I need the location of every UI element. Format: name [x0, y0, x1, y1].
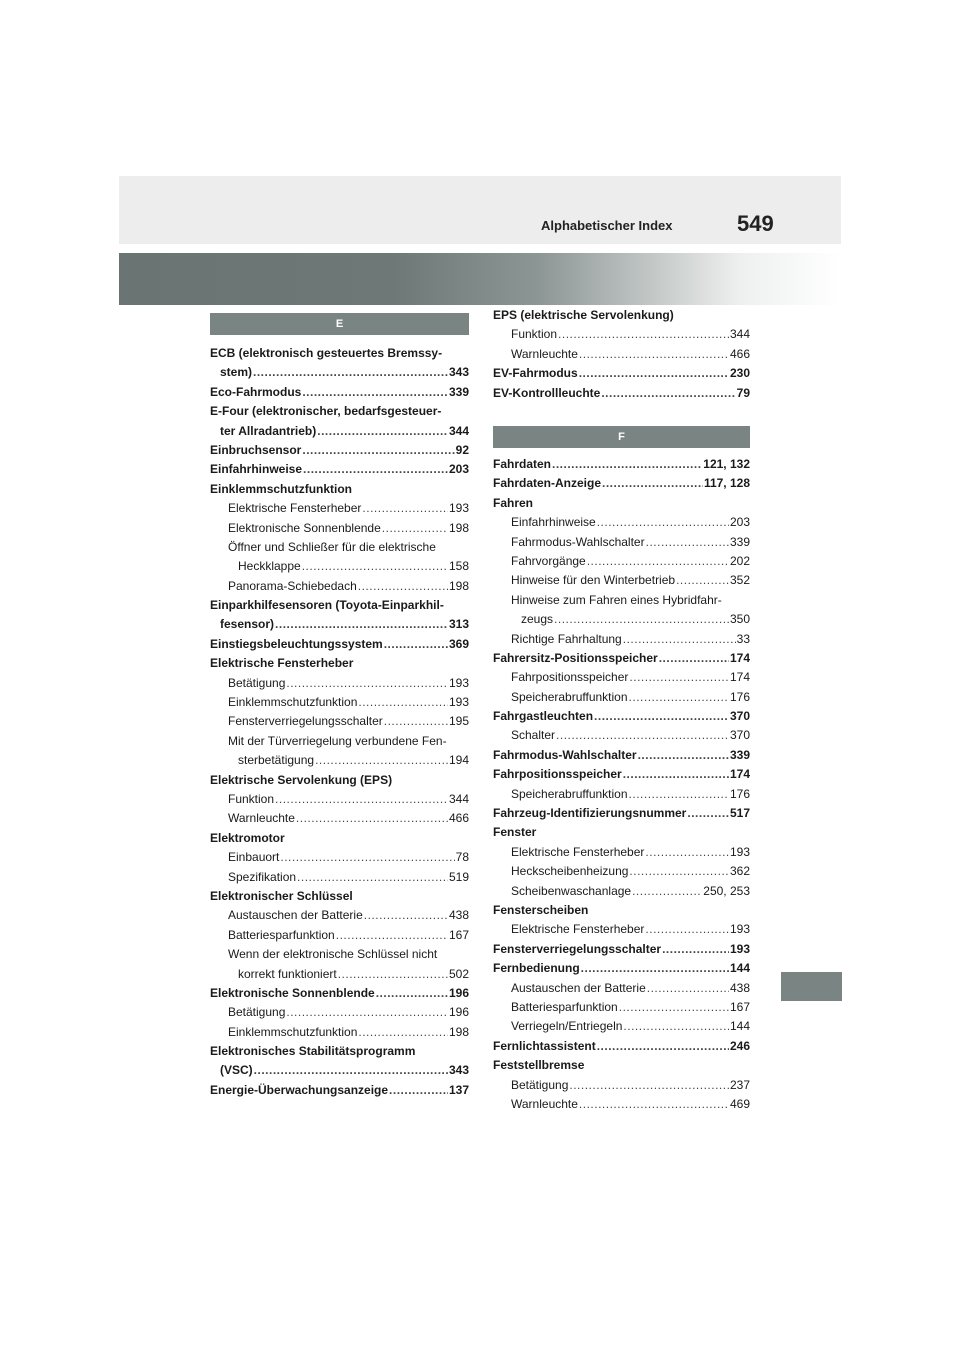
- index-entry-term: Fahrmodus-Wahlschalter: [511, 534, 645, 549]
- index-entry-page: 158: [448, 559, 469, 574]
- index-entry: [210, 635, 469, 654]
- index-entry-page: 195: [448, 714, 469, 729]
- index-entry: [210, 480, 469, 499]
- index-entry-page: 246: [729, 1038, 750, 1053]
- index-entry: [493, 823, 750, 842]
- index-entry: [493, 785, 750, 804]
- index-entry-page: 343: [448, 1063, 469, 1078]
- index-entry: [210, 693, 469, 712]
- section-header-e: [210, 313, 469, 335]
- index-entry-page: 176: [729, 689, 750, 704]
- index-entry: [493, 726, 750, 745]
- index-entry: [210, 519, 469, 538]
- index-entry: [210, 1042, 469, 1061]
- index-entry-term: Elektrische Fensterheber: [228, 501, 362, 516]
- index-entry: [493, 364, 750, 383]
- dot-leader: [659, 649, 729, 668]
- dot-leader: [646, 533, 729, 552]
- dot-leader: [629, 862, 729, 881]
- dot-leader: [579, 345, 729, 364]
- index-entry: [493, 998, 750, 1017]
- index-entry-term: Einbruchsensor: [210, 442, 302, 457]
- index-entry-page: 344: [448, 423, 469, 438]
- index-entry-term: stem): [220, 365, 253, 380]
- index-entry-term: Batteriesparfunktion: [228, 927, 335, 942]
- index-entry-page: 344: [448, 791, 469, 806]
- index-entry: [210, 965, 469, 984]
- index-entry: [210, 441, 469, 460]
- index-entry-term: Elektrische Servolenkung (EPS): [210, 772, 393, 787]
- index-entry: [210, 790, 469, 809]
- index-entry-term: Fahrdaten-Anzeige: [493, 476, 602, 491]
- index-entry-term: sterbetätigung: [238, 753, 315, 768]
- index-entry-page: 144: [729, 961, 750, 976]
- index-entry-term: EV-Kontrollleuchte: [493, 385, 601, 400]
- index-entry-page: 202: [729, 553, 750, 568]
- index-entry-page: 193: [729, 844, 750, 859]
- chapter-gradient-band: [119, 253, 841, 305]
- index-entry: [493, 882, 750, 901]
- index-entry: [493, 630, 750, 649]
- dot-leader: [315, 751, 448, 770]
- index-entry-term: Fahrvorgänge: [511, 553, 586, 568]
- index-entry: [493, 1017, 750, 1036]
- index-entry-page: 174: [729, 767, 750, 782]
- index-entry: [210, 344, 469, 363]
- index-entry-page: 193: [729, 941, 750, 956]
- dot-leader: [358, 693, 448, 712]
- index-entry: [493, 668, 750, 687]
- dot-leader: [302, 441, 454, 460]
- section-letter: E: [335, 318, 344, 330]
- dot-leader: [676, 571, 729, 590]
- dot-leader: [254, 1061, 448, 1080]
- index-entry: [493, 862, 750, 881]
- index-entry-page: 370: [729, 728, 750, 743]
- index-entry: [210, 868, 469, 887]
- dot-leader: [317, 422, 448, 441]
- dot-leader: [623, 765, 729, 784]
- dot-leader: [554, 610, 729, 629]
- index-entry-term: Fahrdaten: [493, 457, 552, 471]
- index-entry-term: Fahrmodus-Wahlschalter: [493, 747, 637, 762]
- index-entry-term: EV-Fahrmodus: [493, 366, 578, 381]
- dot-leader: [275, 615, 448, 634]
- index-entry-page: 237: [729, 1077, 750, 1092]
- dot-leader: [645, 920, 729, 939]
- index-entry-page: 137: [448, 1082, 469, 1097]
- index-entry-term: ter Allradantrieb): [220, 423, 317, 438]
- index-entry-term: Einstiegsbeleuchtungssystem: [210, 636, 383, 651]
- dot-leader: [662, 940, 729, 959]
- index-entry-page: 193: [448, 675, 469, 690]
- dot-leader: [336, 926, 448, 945]
- index-entry-term: Panorama-Schiebedach: [228, 578, 357, 593]
- index-entry-page: 117, 128: [703, 476, 750, 491]
- index-entry-page: 466: [729, 346, 750, 361]
- index-entry-page: 193: [729, 922, 750, 937]
- index-entry-page: 167: [448, 927, 469, 942]
- index-entry-page: 167: [729, 999, 750, 1014]
- index-entry: [210, 984, 469, 1003]
- index-entry-term: Elektronische Sonnenblende: [210, 985, 375, 1000]
- index-entry-page: 198: [448, 578, 469, 593]
- index-entry-term: EPS (elektrische Servolenkung): [493, 308, 674, 322]
- index-entry-page: 469: [729, 1096, 750, 1111]
- dot-leader: [376, 984, 448, 1003]
- dot-leader: [358, 577, 448, 596]
- index-entry-term: Eco-Fahrmodus: [210, 384, 302, 399]
- index-entry-term: Feststellbremse: [493, 1058, 585, 1073]
- index-entry-term: Betätigung: [228, 675, 286, 690]
- index-entry: [210, 499, 469, 518]
- index-entry-term: Warnleuchte: [511, 1096, 578, 1111]
- index-entry-term: Fensterverriegelungsschalter: [493, 941, 662, 956]
- dot-leader: [338, 965, 448, 984]
- dot-leader: [601, 384, 735, 403]
- index-entry-page: 466: [448, 811, 469, 826]
- section-letter: F: [618, 431, 625, 443]
- index-entry: [493, 325, 750, 344]
- index-entry-term: Spezifikation: [228, 869, 297, 884]
- index-entry: [210, 654, 469, 673]
- index-entry-term: Einfahrhinweise: [511, 515, 596, 530]
- index-entry-page: 517: [729, 806, 750, 821]
- index-entry: [210, 402, 469, 421]
- index-entry: [210, 577, 469, 596]
- index-entry-term: Betätigung: [511, 1077, 569, 1092]
- index-entry-term: Fahrgastleuchten: [493, 709, 594, 724]
- index-entry: [493, 1056, 750, 1075]
- index-entry-term: Elektronische Sonnenblende: [228, 520, 381, 535]
- index-entry: [493, 804, 750, 823]
- index-entry-term: Warnleuchte: [228, 811, 295, 826]
- index-entry: [210, 1061, 469, 1080]
- index-entry: [493, 688, 750, 707]
- index-entry-page: 438: [448, 908, 469, 923]
- index-entry-page: 369: [448, 636, 469, 651]
- index-entry-page: 438: [729, 980, 750, 995]
- index-entry: [210, 809, 469, 828]
- dot-leader: [302, 557, 448, 576]
- dot-leader: [364, 906, 448, 925]
- index-entry-term: Heckklappe: [238, 559, 301, 574]
- page-header-title: Alphabetischer Index: [541, 218, 673, 233]
- index-entry: [210, 383, 469, 402]
- index-entry: [493, 901, 750, 920]
- dot-leader: [297, 868, 448, 887]
- index-entry-page: 193: [448, 501, 469, 516]
- index-entry: [493, 455, 750, 474]
- index-entry: [210, 460, 469, 479]
- index-entry: [493, 533, 750, 552]
- index-entry: [493, 920, 750, 939]
- index-entry: [493, 1076, 750, 1095]
- dot-leader: [302, 383, 448, 402]
- index-entry: [493, 649, 750, 668]
- index-entry: [493, 306, 750, 325]
- index-entry-term: korrekt funktioniert: [238, 966, 337, 981]
- dot-leader: [581, 959, 729, 978]
- index-entry-page: 144: [729, 1019, 750, 1034]
- dot-leader: [384, 635, 448, 654]
- index-entry-term: Einbauort: [228, 850, 280, 865]
- index-entry: [493, 940, 750, 959]
- dot-leader: [619, 998, 729, 1017]
- index-entry: [210, 771, 469, 790]
- chapter-side-tab: [781, 972, 842, 1001]
- index-entry-term: Elektrische Fensterheber: [511, 844, 645, 859]
- dot-leader: [303, 460, 448, 479]
- index-entry: [493, 765, 750, 784]
- dot-leader: [286, 1003, 448, 1022]
- index-entry-page: 121, 132: [703, 457, 750, 471]
- section-header-f: [493, 426, 750, 448]
- index-entry: [493, 384, 750, 403]
- index-entry: [493, 959, 750, 978]
- index-entry: [210, 596, 469, 615]
- index-entry: [210, 945, 469, 964]
- index-entry-term: Elektronischer Schlüssel: [210, 888, 353, 903]
- index-entry-term: Richtige Fahrhaltung: [511, 631, 622, 646]
- dot-leader: [687, 804, 729, 823]
- dot-leader: [623, 630, 736, 649]
- index-entry-page: 370: [729, 709, 750, 724]
- index-entry-page: 230: [729, 366, 750, 381]
- index-entry: [493, 707, 750, 726]
- index-entry-term: Einklemmschutzfunktion: [210, 481, 353, 496]
- index-entry-page: 196: [448, 985, 469, 1000]
- dot-leader: [579, 1095, 729, 1114]
- dot-leader: [296, 809, 448, 828]
- index-entry-term: Fernlichtassistent: [493, 1038, 596, 1053]
- index-entry-term: Austauschen der Batterie: [228, 908, 363, 923]
- index-entry: [210, 732, 469, 751]
- index-entry-page: 33: [736, 631, 750, 646]
- index-entry-term: E-Four (elektronischer, bedarfsgesteuer-: [210, 404, 442, 419]
- index-entry-term: Öffner und Schließer für die elektrische: [228, 539, 436, 554]
- index-entry: [210, 422, 469, 441]
- index-entry-page: 502: [448, 966, 469, 981]
- dot-leader: [594, 707, 729, 726]
- index-entry: [210, 615, 469, 634]
- index-entry-term: Hinweise für den Winterbetrieb: [511, 573, 676, 588]
- index-entry-page: 196: [448, 1005, 469, 1020]
- index-entry-term: Austauschen der Batterie: [511, 980, 646, 995]
- index-entry-page: 198: [448, 520, 469, 535]
- index-entry: [493, 1037, 750, 1056]
- dot-leader: [623, 1017, 729, 1036]
- index-entry: [210, 751, 469, 770]
- dot-leader: [629, 785, 729, 804]
- dot-leader: [638, 746, 729, 765]
- index-entry-term: Elektronisches Stabilitätsprogramm: [210, 1044, 416, 1059]
- dot-leader: [645, 843, 729, 862]
- index-entries-right: [493, 455, 750, 1114]
- index-entries-left: [210, 344, 469, 1100]
- index-entry-term: (VSC): [220, 1063, 253, 1078]
- index-entry-term: Fenster: [493, 825, 537, 840]
- index-entry-page: 174: [729, 670, 750, 685]
- dot-leader: [253, 363, 448, 382]
- index-entry-term: Batteriesparfunktion: [511, 999, 618, 1014]
- dot-leader: [597, 1037, 729, 1056]
- index-entry: [210, 1023, 469, 1042]
- index-entry-page: 193: [448, 695, 469, 710]
- index-entry: [210, 557, 469, 576]
- index-entry-term: Fahrpositionsspeicher: [493, 767, 622, 782]
- index-entry-page: 519: [448, 869, 469, 884]
- index-entry-page: 198: [448, 1024, 469, 1039]
- index-entry: [493, 591, 750, 610]
- dot-leader: [602, 474, 703, 493]
- index-entry-term: Mit der Türverriegelung verbundene Fen-: [228, 733, 447, 748]
- index-entry-page: 250, 253: [703, 883, 750, 898]
- index-entry: [210, 674, 469, 693]
- index-entry-term: Fahrzeug-Identifizierungsnummer: [493, 806, 687, 821]
- dot-leader: [558, 325, 729, 344]
- dot-leader: [587, 552, 729, 571]
- index-entry-term: Fahrpositionsspeicher: [511, 670, 629, 685]
- index-entry-page: 344: [729, 327, 750, 342]
- dot-leader: [286, 674, 448, 693]
- index-entry-page: 343: [448, 365, 469, 380]
- index-entry: [210, 887, 469, 906]
- dot-leader: [556, 726, 729, 745]
- index-entry-page: 339: [729, 747, 750, 762]
- index-entry-term: Fensterverriegelungsschalter: [228, 714, 383, 729]
- index-entry: [493, 345, 750, 364]
- index-entry-term: Einklemmschutzfunktion: [228, 695, 358, 710]
- index-entry-term: Fernbedienung: [493, 961, 580, 976]
- index-entry-term: fesensor): [220, 617, 275, 632]
- index-entry-term: Fahren: [493, 495, 534, 510]
- index-entry: [210, 538, 469, 557]
- dot-leader: [629, 668, 729, 687]
- index-entry: [493, 513, 750, 532]
- index-entry-page: 176: [729, 786, 750, 801]
- index-entry-term: Elektrische Fensterheber: [511, 922, 645, 937]
- index-entry: [210, 906, 469, 925]
- dot-leader: [597, 513, 729, 532]
- index-entry-term: Einklemmschutzfunktion: [228, 1024, 358, 1039]
- index-entry: [210, 829, 469, 848]
- index-entries-right-top: [493, 306, 750, 403]
- index-entry: [210, 926, 469, 945]
- index-entry-term: Betätigung: [228, 1005, 286, 1020]
- index-entry: [493, 979, 750, 998]
- dot-leader: [358, 1023, 448, 1042]
- index-entry: [210, 363, 469, 382]
- index-entry: [210, 1081, 469, 1100]
- index-entry-page: 203: [729, 515, 750, 530]
- index-entry-term: zeugs: [521, 612, 554, 627]
- index-entry: [210, 712, 469, 731]
- dot-leader: [552, 455, 702, 474]
- index-entry-term: Speicherabruffunktion: [511, 786, 628, 801]
- index-entry-page: 362: [729, 864, 750, 879]
- dot-leader: [632, 882, 702, 901]
- dot-leader: [389, 1081, 448, 1100]
- dot-leader: [362, 499, 448, 518]
- index-entry: [493, 552, 750, 571]
- dot-leader: [384, 712, 448, 731]
- dot-leader: [629, 688, 729, 707]
- dot-leader: [647, 979, 729, 998]
- index-entry-page: 78: [455, 850, 469, 865]
- index-entry-term: Elektrische Fensterheber: [210, 656, 354, 671]
- index-entry: [493, 1095, 750, 1114]
- index-entry: [493, 610, 750, 629]
- page-number: 549: [737, 211, 774, 236]
- dot-leader: [280, 848, 454, 867]
- index-entry-page: 313: [448, 617, 469, 632]
- dot-leader: [569, 1076, 729, 1095]
- index-entry-page: 92: [455, 442, 469, 457]
- index-entry-term: Speicherabruffunktion: [511, 689, 628, 704]
- index-entry-term: Einfahrhinweise: [210, 462, 303, 477]
- index-entry: [493, 474, 750, 493]
- index-entry: [493, 494, 750, 513]
- index-entry-page: 352: [729, 573, 750, 588]
- index-entry-term: ECB (elektronisch gesteuertes Bremssy-: [210, 346, 443, 360]
- index-entry-term: Funktion: [511, 327, 558, 342]
- index-entry-page: 79: [736, 385, 750, 400]
- index-entry-page: 339: [448, 384, 469, 399]
- index-entry-term: Energie-Überwachungsanzeige: [210, 1082, 389, 1097]
- index-entry: [493, 746, 750, 765]
- index-entry-term: Funktion: [228, 791, 275, 806]
- index-entry-term: Scheibenwaschanlage: [511, 883, 632, 898]
- index-entry-page: 350: [729, 612, 750, 627]
- index-entry-term: Warnleuchte: [511, 346, 578, 361]
- index-entry-page: 203: [448, 462, 469, 477]
- page-header-band: [119, 176, 841, 244]
- dot-leader: [382, 519, 448, 538]
- index-entry: [210, 1003, 469, 1022]
- index-entry: [210, 848, 469, 867]
- index-entry-term: Elektromotor: [210, 830, 285, 845]
- dot-leader: [275, 790, 448, 809]
- dot-leader: [579, 364, 729, 383]
- index-entry-page: 174: [729, 650, 750, 665]
- index-entry-term: Wenn der elektronische Schlüssel nicht: [228, 947, 438, 962]
- index-entry-term: Schalter: [511, 728, 556, 743]
- index-entry: [493, 571, 750, 590]
- index-entry-term: Fahrersitz-Positionsspeicher: [493, 650, 658, 665]
- index-entry-page: 194: [448, 753, 469, 768]
- index-entry-page: 339: [729, 534, 750, 549]
- index-entry-term: Fensterscheiben: [493, 902, 589, 917]
- index-entry: [493, 843, 750, 862]
- index-entry-term: Verriegeln/Entriegeln: [511, 1019, 623, 1034]
- index-entry-term: Hinweise zum Fahren eines Hybridfahr-: [511, 592, 722, 607]
- index-entry-term: Einparkhilfesensoren (Toyota-Einparkhil-: [210, 598, 444, 613]
- index-entry-term: Heckscheibenheizung: [511, 864, 629, 879]
